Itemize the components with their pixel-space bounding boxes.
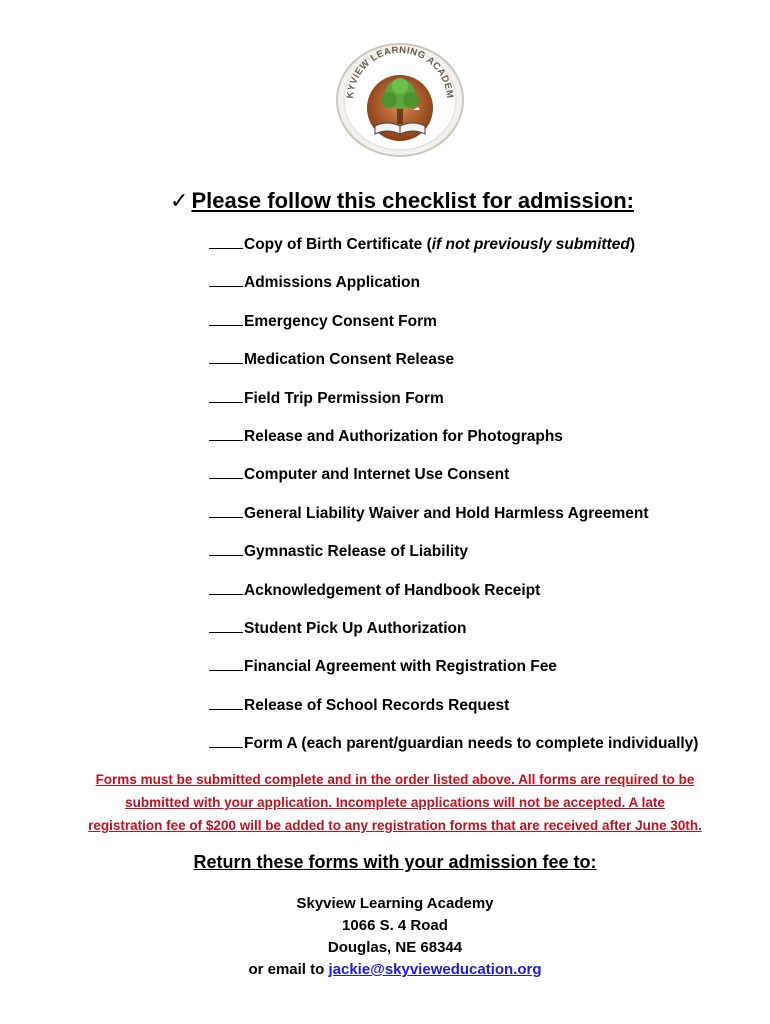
checklist-item-financial-agreement: Financial Agreement with Registration Fee — [209, 656, 698, 694]
admission-checklist — [209, 234, 698, 771]
logo-arc-text: KYVIEW LEARNING ACADEM — [344, 44, 456, 100]
checkbox-blank[interactable] — [209, 656, 243, 671]
checkmark-icon: ✓ — [170, 188, 189, 213]
checklist-item-photographs: Release and Authorization for Photographs — [209, 426, 698, 464]
checklist-item-medication-consent: Medication Consent Release — [209, 349, 698, 387]
email-link[interactable]: jackie@skyvieweducation.org — [328, 961, 542, 978]
checklist-item-form-a: Form A (each parent/guardian needs to complete individually) — [209, 733, 698, 771]
address-street: 1066 S. 4 Road — [342, 917, 448, 934]
return-forms-heading: Return these forms with your admission fee to: — [193, 852, 597, 872]
checklist-item-field-trip: Field Trip Permission Form — [209, 388, 698, 426]
checkbox-blank[interactable] — [209, 426, 243, 441]
checkbox-blank[interactable] — [209, 695, 243, 710]
checklist-heading-text: Please follow this checklist for admission: — [191, 188, 635, 213]
address-city: Douglas, NE 68344 — [327, 939, 463, 956]
checklist-item-admissions-application: Admissions Application — [209, 272, 698, 310]
checkbox-blank[interactable] — [209, 234, 243, 249]
submission-warning: Forms must be submitted complete and in the order listed above. All forms are required to be submitted with your application. Incomplete applications will not be accepted. A late registration fee of $200 will be added to any registration forms that are received after June 30th. — [88, 772, 702, 833]
checkbox-blank[interactable] — [209, 388, 243, 403]
academy-logo — [335, 42, 465, 158]
address-email-line: or email to jackie@skyvieweducation.org — [248, 961, 542, 978]
checklist-item-gymnastic-release: Gymnastic Release of Liability — [209, 541, 698, 579]
checkbox-blank[interactable] — [209, 503, 243, 518]
checklist-item-liability-waiver: General Liability Waiver and Hold Harmless Agreement — [209, 503, 698, 541]
checklist-heading — [170, 188, 690, 214]
checklist-item-school-records: Release of School Records Request — [209, 695, 698, 733]
checklist-item-computer-internet: Computer and Internet Use Consent — [209, 464, 698, 502]
checkbox-blank[interactable] — [209, 464, 243, 479]
academy-logo-emblem — [335, 42, 465, 158]
checkbox-blank[interactable] — [209, 733, 243, 748]
checklist-item-handbook-receipt: Acknowledgement of Handbook Receipt — [209, 580, 698, 618]
checklist-item-pick-up-authorization: Student Pick Up Authorization — [209, 618, 698, 656]
checkbox-blank[interactable] — [209, 580, 243, 595]
checkbox-blank[interactable] — [209, 272, 243, 287]
checkbox-blank[interactable] — [209, 349, 243, 364]
checklist-item-emergency-consent: Emergency Consent Form — [209, 311, 698, 349]
address-name: Skyview Learning Academy — [296, 895, 494, 912]
checklist-item-birth-certificate: Copy of Birth Certificate (if not previously submitted) — [209, 234, 698, 272]
checkbox-blank[interactable] — [209, 311, 243, 326]
mailing-address — [0, 893, 770, 981]
checkbox-blank[interactable] — [209, 541, 243, 556]
checkbox-blank[interactable] — [209, 618, 243, 633]
